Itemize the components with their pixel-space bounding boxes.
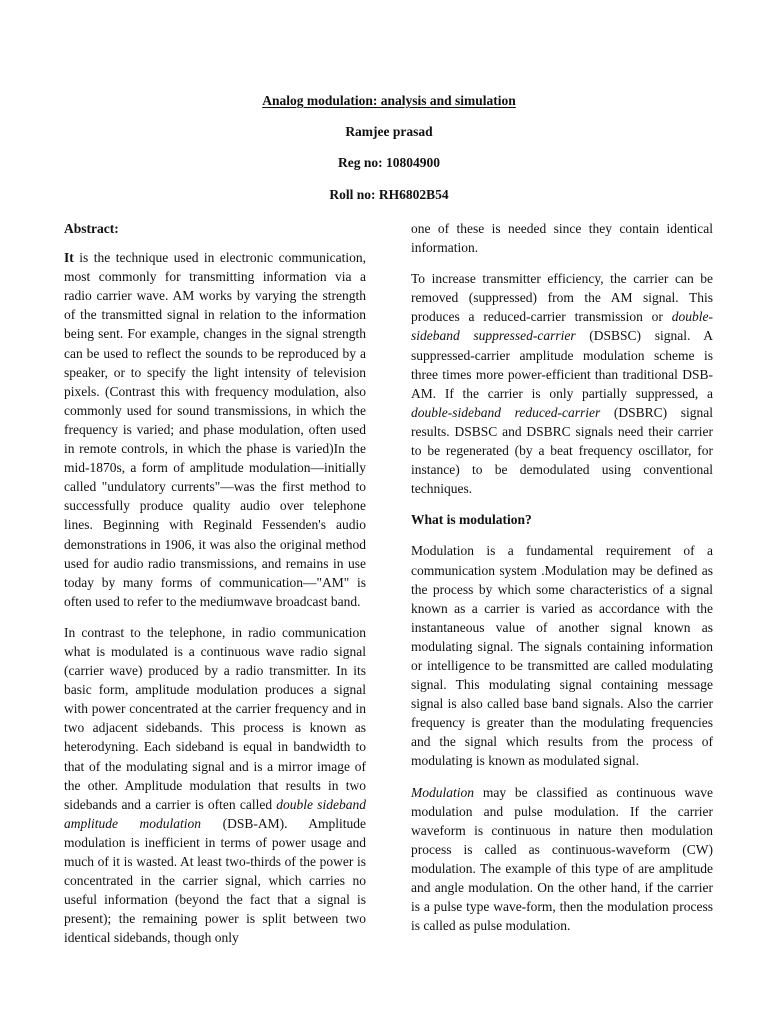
abstract-paragraph-2-text-b: (DSB-AM). Amplitude modulation is inefficient in terms of power usage and much of it is wasted. At least two-thirds of the power is concentrated in the carrier signal, which carries no useful information (beyond the fact that a signal is present); the remaining power is split between two identical sidebands, though only [64,815,366,946]
abstract-paragraph-2-text-a: In contrast to the telephone, in radio communication what is modulated is a continuous wave radio signal (carrier wave) produced by a radio transmitter. In its basic form, amplitude modulation produces a signal with power concentrated at the carrier frequency and in two adjacent sidebands. This process is known as heterodyning. Each sideband is equal in bandwidth to that of the modulating signal and is a mirror image of the other. Amplitude modulation that results in two sidebands and a carrier is often called [64,624,366,812]
right-column [411,219,713,947]
roll-number: Roll no: RH6802B54 [329,187,449,202]
abstract-paragraph-2 [64,623,366,948]
abstract-paragraph-2-emphasis: double sideband amplitude modulation [64,796,366,831]
abstract-paragraph-1-text: is the technique used in electronic communication, most commonly for transmitting information via a radio carrier wave. AM works by varying the strength of the transmitted signal in relation to the information being sent. For example, changes in the signal strength can be used to reflect the sounds to be reproduced by a speaker, or to specify the light intensity of television pixels. (Contrast this with frequency modulation, also commonly used for sound transmissions, in which the frequency is varied; and phase modulation, often used in remote controls, in which the phase is varied)In the mid-1870s, a form of amplitude modulation—initially called "undulatory currents"—was the first method to successfully produce quality audio over telephone lines. Beginning with Reginald Fessenden's audio demonstrations in 1906, it was also the original method used for audio radio transmissions, and remains in use today by many forms of communication—"AM" is often used to refer to the mediumwave broadcast band. [64,250,366,609]
right-paragraph-1: one of these is needed since they contain identical information. [411,221,713,256]
right-paragraph-2-text-a: To increase transmitter efficiency, the carrier can be removed (suppressed) from the AM signal. This produces a reduced-carrier transmission or [411,271,713,325]
right-paragraph-2-emphasis-1: double-sideband suppressed-carrier [411,309,713,344]
left-column [64,219,366,959]
author-name: Ramjee prasad [345,124,433,139]
modulation-heading: What is modulation? [411,512,532,528]
modulation-paragraph-2 [411,783,713,936]
modulation-paragraph-2-emphasis: Modulation [411,784,474,800]
abstract-paragraph-1 [64,248,366,611]
abstract-lead-word: It [64,250,74,266]
registration-number: Reg no: 10804900 [338,155,440,170]
right-paragraph-2-text-b: (DSBSC) signal. A suppressed-carrier amplitude modulation scheme is three times more power-efficient than traditional DSB-AM. If the carrier is only partially suppressed, a [411,328,713,401]
modulation-paragraph-2-text: may be classified as continuous wave modulation and pulse modulation. If the carrier waveform is continuous in nature then modulation process is called as continuous-waveform (CW) modulation. The example of this type of are amplitude and angle modulation. On the other hand, if the carrier is a pulse type wave-form, then the modulation process is called as pulse modulation. [411,784,713,934]
right-paragraph-2-text-c: (DSBRC) signal results. DSBSC and DSBRC signals need their carrier to be regenerated (by a beat frequency oscillator, for instance) to be demodulated using conventional techniques. [411,404,713,497]
right-paragraph-2 [411,269,713,498]
paper-title: Analog modulation: analysis and simulation [262,93,516,108]
right-paragraph-2-emphasis-2: double-sideband reduced-carrier [411,404,601,420]
abstract-heading: Abstract: [64,221,119,236]
modulation-paragraph-1: Modulation is a fundamental requirement of a communication system .Modulation may be defined as the process by which some characteristics of a signal known as a carrier is varied as accordance with the instantaneous value of another signal known as modulating signal. The signals containing information or intelligence to be transmitted are called modulating signal. This modulating signal containing message signal is also called base band signals. Also the carrier frequency is greater than the modulating frequencies and the signal which results from the process of modulating is known as modulated signal. [411,543,713,769]
